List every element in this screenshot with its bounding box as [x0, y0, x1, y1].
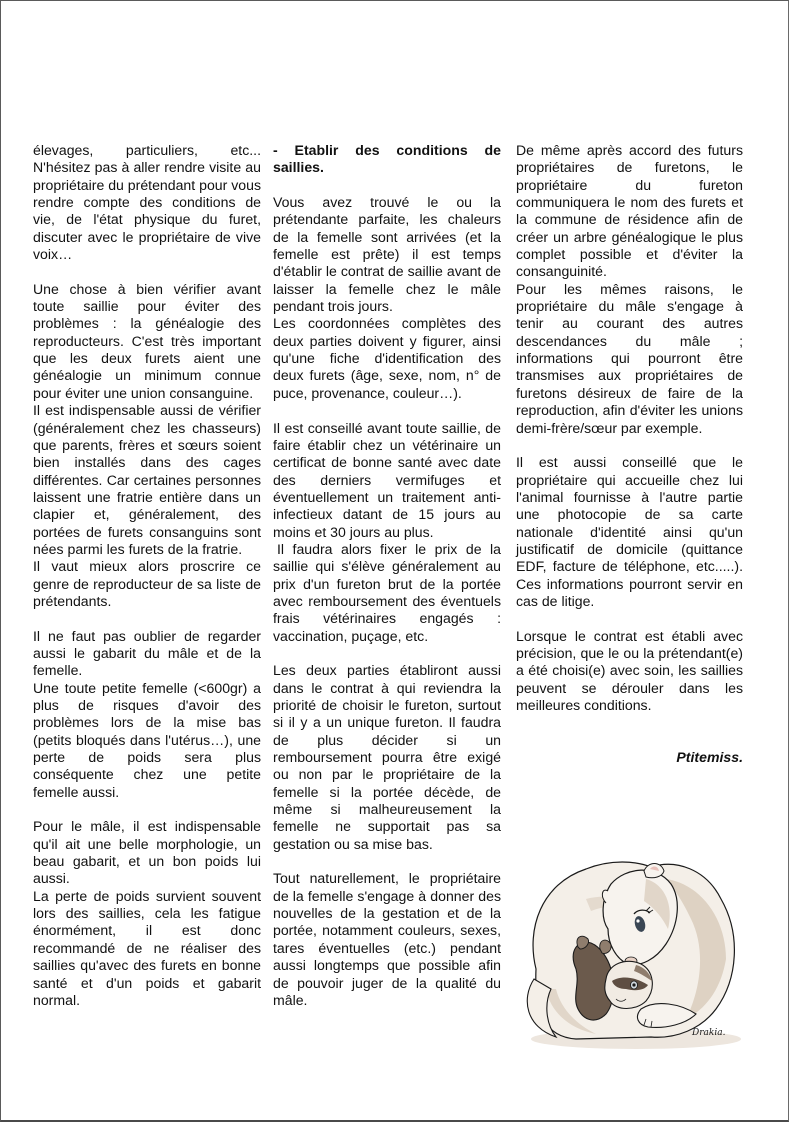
paragraph: Les deux parties établiront aussi dans le contrat à qui reviendra la priorité de choisir le fureton, surtout si il y a un unique fureton. Il faudra de plus décider si un remboursement pourra être exigé ou non par le propriétaire de la femelle si la portée décède, de même si malheureusement la femelle ne supportait pas sa gestation ou sa mise bas. — [273, 662, 501, 852]
paragraph: Lorsque le contrat est établi avec précision, que le ou la prétendant(e) a été choisi(e) avec soin, les saillies peuvent se dérouler dans les meilleures conditions. — [516, 627, 743, 713]
ferret-mother-and-kit-icon — [516, 839, 756, 1054]
paragraph: Il faudra alors fixer le prix de la saillie qui s'élève généralement au prix d'un fureton brut de la portée avec remboursement des éventuels frais vétérinaires engagés : vaccination, puçage, etc. — [273, 540, 501, 644]
paragraph: Il vaut mieux alors proscrire ce genre de reproducteur de sa liste de prétendants. — [33, 558, 261, 609]
paragraph: Pour les mêmes raisons, le propriétaire du mâle s'engage à tenir au courant des autres descendances du mâle ; informations qui pourront être transmises aux propriétaires de furetons désireux de faire de la reproduction, afin d'éviter les unions demi-frère/sœur par exemple. — [516, 280, 743, 436]
column-left — [33, 142, 261, 1009]
paragraph: Vous avez trouvé le ou la prétendante parfaite, les chaleurs de la femelle sont arrivées (et la femelle est prête) il est temps d'établir le contrat de saillie avant de laisser la femelle chez le mâle pendant trois jours. — [273, 194, 501, 315]
paragraph: élevages, particuliers, etc... N'hésitez pas à aller rendre visite au propriétaire du prétendant pour vous rendre compte des conditions de vie, de l'état physique du furet, discuter avec le propriétaire de vive voix… — [33, 142, 261, 263]
paragraph: Il est indispensable aussi de vérifier (généralement chez les chasseurs) que parents, frères et sœurs soient bien installés dans des cages différentes. Car certaines personnes laissent une fratrie entière dans un clapier et, généralement, des portées de furets consanguins sont nées parmi les furets de la fratrie. — [33, 402, 261, 557]
paragraph: Tout naturellement, le propriétaire de la femelle s'engage à donner des nouvelles de la gestation et de la portée, notamment couleurs, sexes, tares éventuelles (etc.) pendant aussi longtemps que possible afin de pouvoir juger de la qualité du mâle. — [273, 870, 501, 1008]
section-heading: - Etablir des conditions de saillies. — [273, 142, 501, 176]
paragraph: Pour le mâle, il est indispensable qu'il ait une belle morphologie, un beau gabarit, et un bon poids lui aussi. — [33, 818, 261, 887]
paragraph: La perte de poids survient souvent lors des saillies, cela les fatigue énormément, il est donc recommandé de ne réaliser des saillies qu'avec des furets en bonne santé et d'un poids et gabarit normal. — [33, 887, 261, 1008]
paragraph: Il est aussi conseillé que le propriétaire qui accueille chez lui l'animal fournisse à l'autre partie une photocopie de sa carte nationale d'identité ainsi qu'un justificatif de domicile (quittance EDF, facture de téléphone, etc.....). Ces informations pourront servir en cas de litige. — [516, 454, 743, 609]
paragraph: Une toute petite femelle (<600gr) a plus de risques d'avoir des problèmes lors de la mise bas (petits bloqués dans l'utérus…), une perte de poids sera plus conséquente chez une petite femelle aussi. — [33, 679, 261, 800]
paragraph: Une chose à bien vérifier avant toute saillie pour éviter des problèmes : la généalogie des reproducteurs. C'est très important que les deux furets aient une généalogie un minimum connue pour éviter une union consanguine. — [33, 280, 261, 401]
paragraph: De même après accord des futurs propriétaires de furetons, le propriétaire du fureton communiquera le nom des furets et la commune de résidence afin de créer un arbre généalogique le plus complet possible et d'éviter la consanguinité. — [516, 142, 743, 280]
column-middle — [273, 142, 501, 1009]
paragraph: Il est conseillé avant toute saillie, de faire établir chez un vétérinaire un certificat de bonne santé avec date des derniers vermifuges et éventuellement un traitement anti-infectieux datant de 15 jours au moins et 30 jours au plus. — [273, 419, 501, 540]
ferret-illustration — [516, 839, 756, 1054]
artist-signature: Drakia. — [692, 1028, 726, 1038]
author-signature: Ptitemiss. — [676, 749, 743, 766]
column-right — [516, 142, 743, 766]
paragraph: Il ne faut pas oublier de regarder aussi le gabarit du mâle et de la femelle. — [33, 627, 261, 679]
paragraph: Les coordonnées complètes des deux parties doivent y figurer, ainsi qu'une fiche d'identification des deux furets (âge, sexe, nom, n° de puce, provenance, couleur…). — [273, 315, 501, 401]
